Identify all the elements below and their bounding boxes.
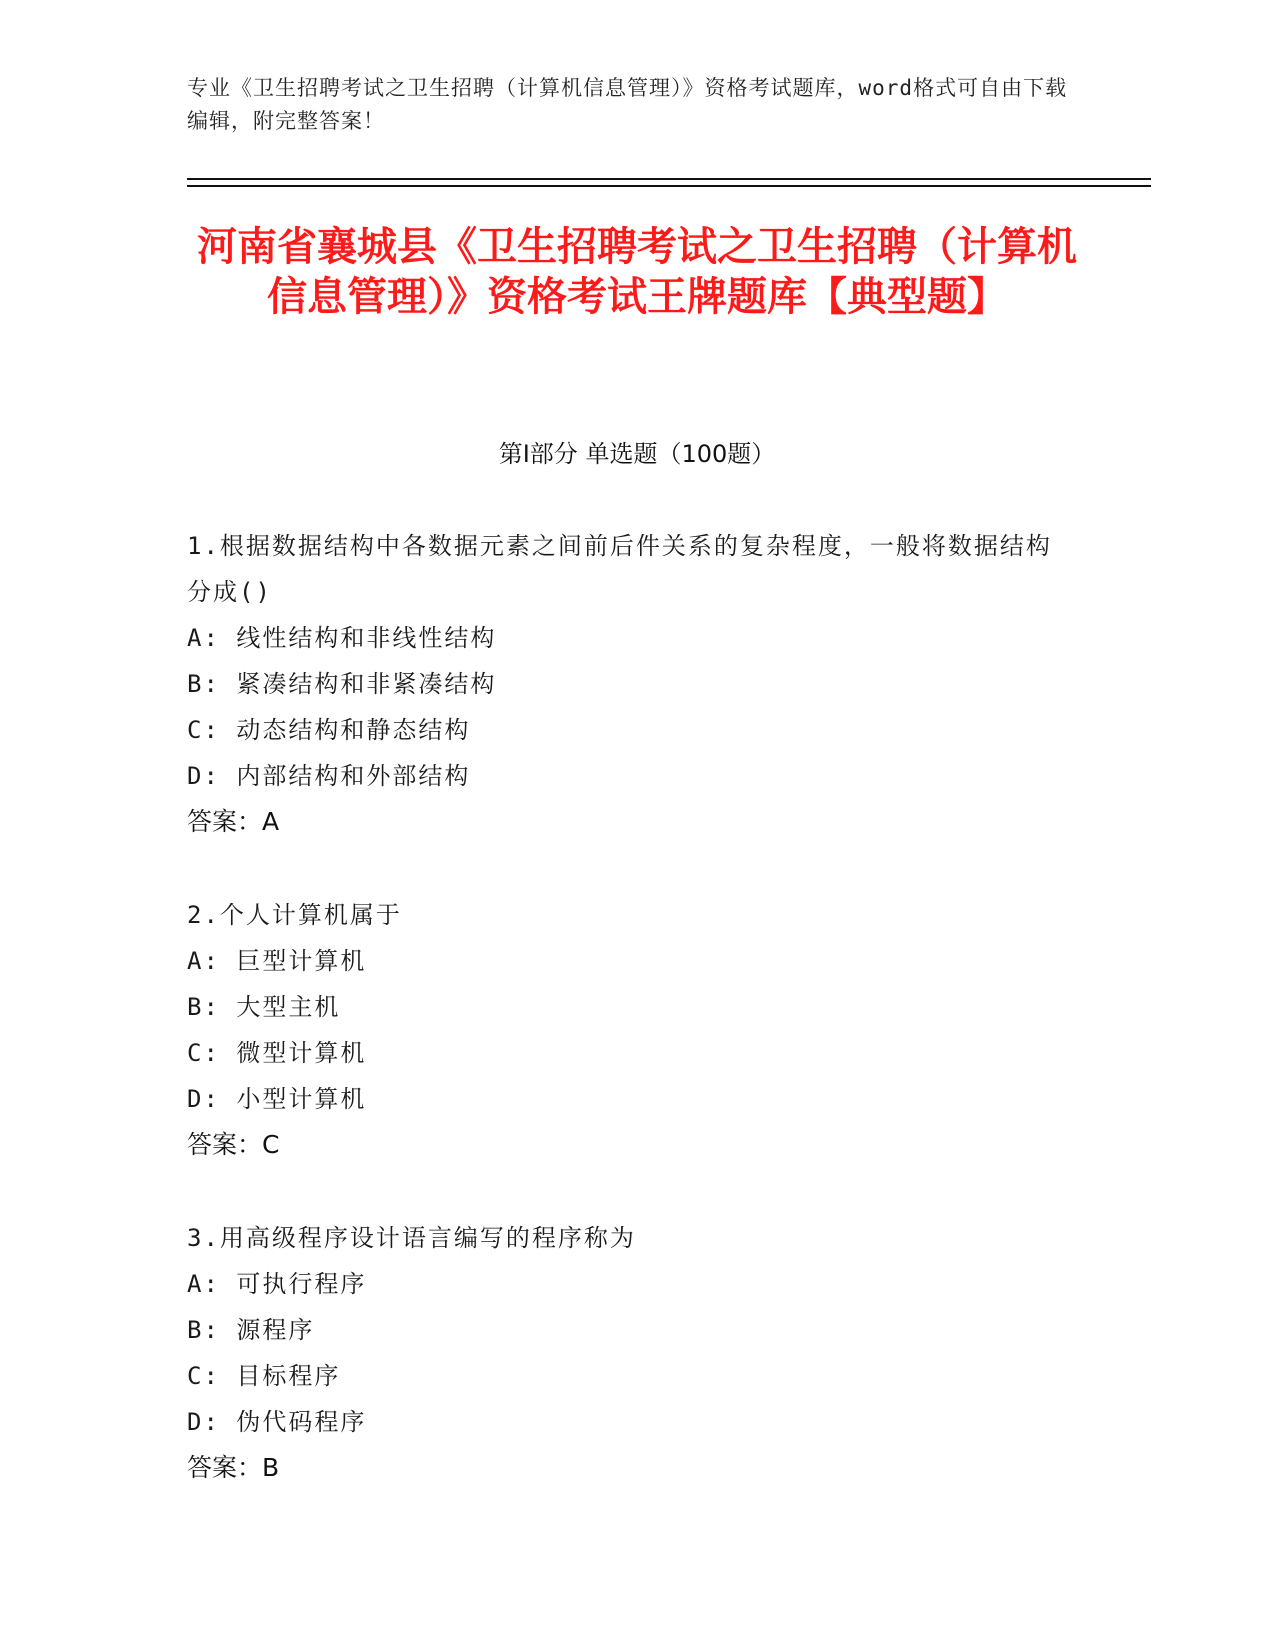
option-c: C: 微型计算机 [187,1039,367,1067]
option-c: C: 动态结构和静态结构 [187,716,471,744]
option-a: A: 巨型计算机 [187,947,367,975]
answer: 答案：C [187,1130,280,1159]
answer: 答案：B [187,1453,280,1482]
header-note: 专业《卫生招聘考试之卫生招聘（计算机信息管理）》资格考试题库，word格式可自由下载编辑，附完整答案！ [187,76,1068,133]
question-3 [187,1215,1067,1491]
question-stem: 1.根据数据结构中各数据元素之间前后件关系的复杂程度，一般将数据结构分成() [187,532,1052,606]
option-a: A: 线性结构和非线性结构 [187,624,497,652]
option-d: D: 小型计算机 [187,1085,367,1113]
question-list [187,523,1067,1538]
option-b: B: 源程序 [187,1316,315,1344]
answer: 答案：A [187,807,280,836]
header-divider-top [187,178,1151,180]
header-divider-bottom [187,185,1151,187]
option-a: A: 可执行程序 [187,1270,367,1298]
option-d: D: 伪代码程序 [187,1408,367,1436]
option-b: B: 紧凑结构和非紧凑结构 [187,670,497,698]
question-stem: 2.个人计算机属于 [187,901,402,929]
question-1 [187,523,1067,845]
option-d: D: 内部结构和外部结构 [187,762,471,790]
document-title: 河南省襄城县《卫生招聘考试之卫生招聘（计算机信息管理）》资格考试王牌题库【典型题】 [197,224,1077,320]
question-stem: 3.用高级程序设计语言编写的程序称为 [187,1224,636,1252]
section-title: 第Ⅰ部分 单选题（100题） [498,440,776,468]
option-c: C: 目标程序 [187,1362,341,1390]
question-2 [187,892,1067,1168]
option-b: B: 大型主机 [187,993,341,1021]
